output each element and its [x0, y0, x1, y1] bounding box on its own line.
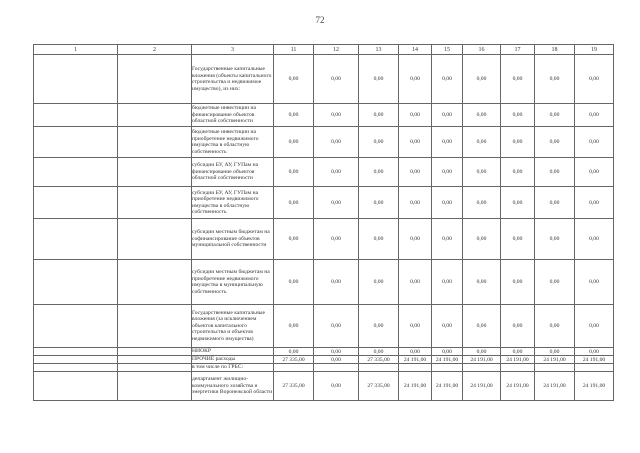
value-cell: 0,00 — [399, 187, 432, 219]
value-cell: 0,00 — [535, 305, 575, 348]
value-cell: 0,00 — [359, 348, 399, 356]
value-cell: 0,00 — [535, 219, 575, 260]
table-row — [34, 187, 614, 219]
value-cell: 0,00 — [314, 158, 359, 187]
column-header: 11 — [274, 45, 314, 55]
row-label: Государственные капитальные вложения (за исключением объектов капитального строительства и объектов недвижимого имущества) — [192, 305, 274, 348]
value-cell: 0,00 — [501, 55, 535, 104]
value-cell — [432, 364, 463, 372]
value-cell: 0,00 — [314, 305, 359, 348]
column-header: 3 — [192, 45, 274, 55]
value-cell: 24 191,00 — [535, 356, 575, 364]
table-row — [34, 104, 614, 127]
value-cell: 0,00 — [399, 55, 432, 104]
column-header: 18 — [535, 45, 575, 55]
empty-cell — [118, 55, 192, 104]
value-cell: 0,00 — [359, 104, 399, 127]
value-cell: 0,00 — [501, 127, 535, 158]
value-cell: 0,00 — [535, 260, 575, 305]
row-label: бюджетные инвестиции на приобретение недвижимого имущества в областную собственность — [192, 127, 274, 158]
value-cell: 0,00 — [359, 305, 399, 348]
value-cell: 0,00 — [535, 55, 575, 104]
value-cell: 0,00 — [359, 219, 399, 260]
value-cell: 0,00 — [274, 219, 314, 260]
value-cell: 0,00 — [399, 305, 432, 348]
value-cell: 0,00 — [463, 348, 501, 356]
value-cell: 0,00 — [501, 104, 535, 127]
value-cell: 0,00 — [432, 104, 463, 127]
row-label: бюджетные инвестиции на финансирование объектов областной собственности — [192, 104, 274, 127]
value-cell: 0,00 — [274, 127, 314, 158]
value-cell: 0,00 — [359, 55, 399, 104]
empty-cell — [118, 348, 192, 356]
table-row — [34, 364, 614, 372]
value-cell: 24 191,00 — [399, 356, 432, 364]
value-cell: 0,00 — [399, 219, 432, 260]
value-cell: 24 191,00 — [463, 356, 501, 364]
row-label: ПРОЧИЕ расходы — [192, 356, 274, 364]
empty-cell — [34, 356, 118, 364]
column-header: 14 — [399, 45, 432, 55]
value-cell: 0,00 — [575, 55, 614, 104]
value-cell: 0,00 — [535, 348, 575, 356]
value-cell: 0,00 — [314, 55, 359, 104]
value-cell: 0,00 — [575, 260, 614, 305]
value-cell: 0,00 — [274, 104, 314, 127]
empty-cell — [118, 305, 192, 348]
value-cell: 0,00 — [314, 219, 359, 260]
value-cell: 0,00 — [463, 187, 501, 219]
value-cell — [274, 364, 314, 372]
header-row — [34, 45, 614, 55]
value-cell: 0,00 — [432, 187, 463, 219]
empty-cell — [118, 219, 192, 260]
table-body — [34, 55, 614, 401]
value-cell: 0,00 — [463, 127, 501, 158]
empty-cell — [34, 348, 118, 356]
value-cell: 0,00 — [535, 187, 575, 219]
page-number: 72 — [315, 15, 325, 25]
table-row — [34, 158, 614, 187]
value-cell: 0,00 — [463, 158, 501, 187]
value-cell: 0,00 — [314, 348, 359, 356]
value-cell: 0,00 — [359, 127, 399, 158]
value-cell: 0,00 — [314, 260, 359, 305]
value-cell: 0,00 — [575, 219, 614, 260]
value-cell: 0,00 — [432, 158, 463, 187]
value-cell — [359, 364, 399, 372]
value-cell: 0,00 — [575, 158, 614, 187]
empty-cell — [118, 356, 192, 364]
value-cell: 0,00 — [274, 55, 314, 104]
value-cell: 0,00 — [274, 187, 314, 219]
value-cell: 0,00 — [359, 158, 399, 187]
value-cell: 0,00 — [575, 104, 614, 127]
value-cell: 0,00 — [575, 127, 614, 158]
value-cell: 0,00 — [399, 348, 432, 356]
column-header: 17 — [501, 45, 535, 55]
value-cell: 24 191,00 — [432, 356, 463, 364]
value-cell: 0,00 — [535, 158, 575, 187]
table-row — [34, 260, 614, 305]
table-row — [34, 127, 614, 158]
value-cell: 24 191,00 — [501, 372, 535, 401]
value-cell: 0,00 — [274, 260, 314, 305]
value-cell: 24 191,00 — [535, 372, 575, 401]
table-row — [34, 356, 614, 364]
value-cell: 0,00 — [575, 305, 614, 348]
empty-cell — [118, 260, 192, 305]
value-cell — [399, 364, 432, 372]
value-cell: 0,00 — [432, 127, 463, 158]
empty-cell — [118, 158, 192, 187]
value-cell: 0,00 — [399, 127, 432, 158]
value-cell: 0,00 — [359, 260, 399, 305]
table-row — [34, 219, 614, 260]
value-cell: 0,00 — [463, 305, 501, 348]
value-cell: 0,00 — [274, 348, 314, 356]
value-cell: 27 335,00 — [274, 372, 314, 401]
value-cell: 24 191,00 — [575, 372, 614, 401]
value-cell: 0,00 — [463, 104, 501, 127]
table-row — [34, 305, 614, 348]
value-cell: 0,00 — [501, 187, 535, 219]
value-cell: 0,00 — [314, 187, 359, 219]
empty-cell — [34, 127, 118, 158]
column-header: 1 — [34, 45, 118, 55]
value-cell: 0,00 — [399, 104, 432, 127]
empty-cell — [118, 187, 192, 219]
value-cell: 0,00 — [575, 348, 614, 356]
empty-cell — [34, 55, 118, 104]
value-cell: 24 191,00 — [399, 372, 432, 401]
table-row — [34, 348, 614, 356]
empty-cell — [118, 127, 192, 158]
value-cell: 0,00 — [501, 305, 535, 348]
value-cell: 24 191,00 — [501, 356, 535, 364]
empty-cell — [34, 187, 118, 219]
value-cell: 0,00 — [359, 187, 399, 219]
empty-cell — [34, 364, 118, 372]
empty-cell — [34, 104, 118, 127]
value-cell — [575, 364, 614, 372]
value-cell: 0,00 — [432, 260, 463, 305]
column-header: 15 — [432, 45, 463, 55]
value-cell: 24 191,00 — [575, 356, 614, 364]
value-cell: 0,00 — [501, 348, 535, 356]
value-cell: 0,00 — [274, 158, 314, 187]
value-cell: 0,00 — [432, 219, 463, 260]
value-cell: 0,00 — [432, 305, 463, 348]
empty-cell — [34, 158, 118, 187]
column-header: 16 — [463, 45, 501, 55]
value-cell: 24 191,00 — [463, 372, 501, 401]
empty-cell — [34, 219, 118, 260]
value-cell: 0,00 — [432, 348, 463, 356]
value-cell: 0,00 — [535, 104, 575, 127]
value-cell: 27 335,00 — [359, 356, 399, 364]
value-cell: 0,00 — [535, 127, 575, 158]
value-cell: 27 335,00 — [274, 356, 314, 364]
empty-cell — [118, 372, 192, 401]
value-cell: 0,00 — [501, 219, 535, 260]
value-cell: 0,00 — [463, 55, 501, 104]
table-row — [34, 372, 614, 401]
value-cell — [463, 364, 501, 372]
table-row — [34, 55, 614, 104]
empty-cell — [34, 305, 118, 348]
value-cell: 0,00 — [575, 187, 614, 219]
value-cell: 0,00 — [463, 260, 501, 305]
value-cell — [535, 364, 575, 372]
value-cell: 0,00 — [399, 158, 432, 187]
column-header: 2 — [118, 45, 192, 55]
value-cell: 0,00 — [463, 219, 501, 260]
value-cell: 0,00 — [399, 260, 432, 305]
value-cell — [501, 364, 535, 372]
value-cell: 0,00 — [432, 55, 463, 104]
row-label: НИОКР — [192, 348, 274, 356]
value-cell: 0,00 — [314, 356, 359, 364]
value-cell: 24 191,00 — [432, 372, 463, 401]
column-header: 19 — [575, 45, 614, 55]
row-label: в том числе по ГРБС: — [192, 364, 274, 372]
value-cell — [314, 364, 359, 372]
row-label: субсидии местным бюджетам на приобретение недвижимого имущества в муниципальную собственность — [192, 260, 274, 305]
row-label: субсидии БУ, АУ, ГУПам на приобретение недвижимого имущества в областную собственность — [192, 187, 274, 219]
value-cell: 0,00 — [314, 372, 359, 401]
value-cell: 27 335,00 — [359, 372, 399, 401]
row-label: Государственные капитальные вложения (объекты капитального строительства и недвижимое имущество), из них: — [192, 55, 274, 104]
empty-cell — [118, 104, 192, 127]
budget-table — [33, 44, 614, 401]
row-label: субсидии БУ, АУ, ГУПам на финансирование объектов областной собственности — [192, 158, 274, 187]
value-cell: 0,00 — [314, 127, 359, 158]
value-cell: 0,00 — [274, 305, 314, 348]
column-header: 13 — [359, 45, 399, 55]
value-cell: 0,00 — [501, 260, 535, 305]
empty-cell — [34, 260, 118, 305]
value-cell: 0,00 — [314, 104, 359, 127]
empty-cell — [118, 364, 192, 372]
value-cell: 0,00 — [501, 158, 535, 187]
empty-cell — [34, 372, 118, 401]
row-label: субсидии местным бюджетам на софинансирование объектов муниципальной собственности — [192, 219, 274, 260]
column-header: 12 — [314, 45, 359, 55]
row-label: департамент жилищно-коммунального хозяйства и энергетики Воронежской области — [192, 372, 274, 401]
